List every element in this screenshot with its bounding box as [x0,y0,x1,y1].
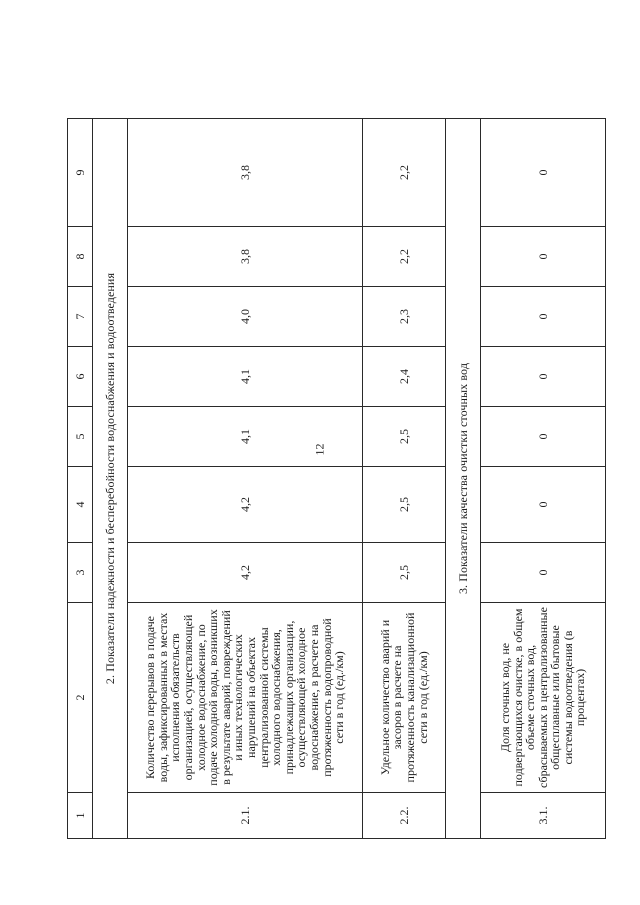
row-description: Количество перерывов в подаче воды, зафиксированных в местах исполнения обязательств организацией, осуществляющей холодное водоснабжение, по подаче холодной воды, возникших в результате аварий, повреждений и иных технологических нарушений на объектах централизованной системы холодного водоснабжения, принадлежащих организации, осуществляющей холодное водоснабжение, в расчете на протяженность водопроводной сети в год (ед./км) [128,603,363,793]
table-row [363,119,446,839]
value-cell: 4,1 [128,347,363,407]
indicators-table [67,118,606,839]
section-2-title: 2. Показатели надежности и бесперебойности водоснабжения и водоотведения [93,119,128,839]
page-number: 12 [312,443,327,456]
value-cell: 2,5 [363,543,446,603]
section-3-title: 3. Показатели качества очистки сточных вод [446,119,481,839]
value-cell: 0 [481,467,606,543]
value-cell: 2,5 [363,467,446,543]
value-cell: 4,2 [128,467,363,543]
value-cell: 0 [481,347,606,407]
col-header: 8 [68,227,93,287]
value-cell: 4,0 [128,287,363,347]
row-number: 2.2. [363,793,446,839]
col-header: 6 [68,347,93,407]
value-cell: 0 [481,287,606,347]
col-header: 9 [68,119,93,227]
row-number: 3.1. [481,793,606,839]
value-cell: 3,8 [128,119,363,227]
column-header-row [68,119,93,839]
value-cell: 2,5 [363,407,446,467]
table-row [128,119,363,839]
value-cell: 4,1 [128,407,363,467]
value-cell: 2,2 [363,119,446,227]
col-header: 2 [68,603,93,793]
col-header: 5 [68,407,93,467]
section-3-row [446,119,481,839]
value-cell: 3,8 [128,227,363,287]
col-header: 3 [68,543,93,603]
rotated-table-container [67,119,588,839]
row-number: 2.1. [128,793,363,839]
col-header: 7 [68,287,93,347]
value-cell: 0 [481,407,606,467]
section-2-row [93,119,128,839]
value-cell: 0 [481,119,606,227]
row-description: Удельное количество аварий и засоров в расчете на протяженность канализационной сети в год (ед./км) [363,603,446,793]
row-description: Доля сточных вод, не подвергающихся очистке, в общем объеме сточных вод, сбрасываемых в централизованные общесплавные или бытовые системы водоотведения (в процентах) [481,603,606,793]
col-header: 1 [68,793,93,839]
value-cell: 2,3 [363,287,446,347]
value-cell: 2,2 [363,227,446,287]
value-cell: 2,4 [363,347,446,407]
value-cell: 0 [481,227,606,287]
value-cell: 4,2 [128,543,363,603]
value-cell: 0 [481,543,606,603]
col-header: 4 [68,467,93,543]
table-row [481,119,606,839]
